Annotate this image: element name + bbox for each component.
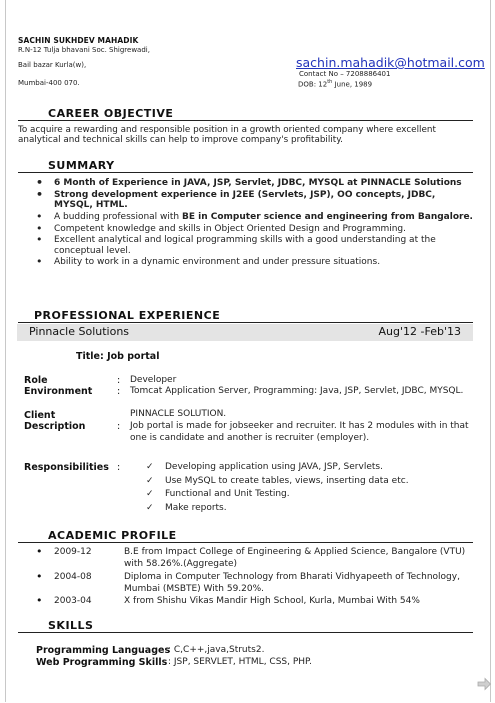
colon: : [117,375,121,386]
environment-label: Environment [24,386,93,397]
arrow-right-icon[interactable] [476,676,492,692]
skill-value: : C,C++,java,Struts2. [168,645,265,655]
skill-label: Web Programming Skills [36,657,168,668]
academic-text: Diploma in Computer Technology from Bharati Vidhyapeeth of Technology, Mumbai (MSBTE) With 59.20%. [124,572,460,594]
check-icon: ✓ [146,503,154,513]
responsibility-item: ✓ Developing application using JAVA, JSP, Servlets. [146,462,383,472]
summary-item: • Strong development experience in J2EE (Servlets, JSP), OO concepts, JDBC, MYSQL, HTML. [36,190,476,210]
summary-item: • Competent knowledge and skills in Object Oriented Design and Programming. [36,224,476,234]
description-label: Description [24,421,86,432]
summary-item: • Ability to work in a dynamic environment and under pressure situations. [36,257,476,267]
bullet-icon: • [36,545,43,558]
company-bar [17,324,473,341]
role-value: Developer [130,375,177,385]
candidate-name: SACHIN SUKHDEV MAHADIK [18,36,139,45]
section-divider [18,542,473,543]
academic-year: 2004-08 [54,572,92,582]
academic-year: 2003-04 [54,596,92,606]
email-link[interactable]: sachin.mahadik@hotmail.com [296,55,485,70]
colon: : [117,386,121,397]
check-icon: ✓ [146,489,154,499]
check-icon: ✓ [146,462,154,472]
responsibility-item: ✓ Functional and Unit Testing. [146,489,290,499]
responsibility-item: ✓ Use MySQL to create tables, views, inserting data etc. [146,476,409,486]
environment-value: Tomcat Application Server, Programming: Java, JSP, Servlet, JDBC, MYSQL. [130,386,464,396]
summary-list [36,178,476,269]
responsibilities-label: Responsibilities [24,462,109,473]
bullet-icon: • [36,570,43,583]
address-line-1: R.N-12 Tulja bhavani Soc. Shigrewadi, [18,46,150,54]
project-title: Title: Job portal [76,351,160,362]
career-objective-heading: CAREER OBJECTIVE [48,107,174,120]
experience-heading: PROFESSIONAL EXPERIENCE [34,309,221,322]
summary-heading: SUMMARY [48,159,115,172]
summary-item [36,212,476,222]
client-label: Client [24,410,56,421]
section-divider [18,120,473,121]
section-divider [18,632,473,633]
skills-heading: SKILLS [48,619,94,632]
colon: : [117,421,121,432]
summary-item-text: A budding professional with BE in Computer science and engineering from Bangalore. [54,211,473,222]
skill-label: Programming Languages [36,645,171,656]
date-of-birth: DOB: 12th June, 1989 [298,79,373,89]
colon: : [117,462,121,473]
company-name: Pinnacle Solutions [29,325,130,338]
academic-year: 2009-12 [54,547,92,557]
academic-text: B.E from Impact College of Engineering & Applied Science, Bangalore (VTU) with 58.26%.(Aggregate) [124,547,466,569]
summary-item-emphasis: BE in Computer science and engineering from Bangalore. [182,211,473,222]
responsibility-item: ✓ Make reports. [146,503,227,513]
client-value: PINNACLE SOLUTION. [130,409,227,419]
skill-value: : JSP, SERVLET, HTML, CSS, PHP. [168,657,312,667]
career-objective-text: To acquire a rewarding and responsible position in a growth oriented company where excellent analytical and technical skills can help to improve company's profitability. [18,125,436,145]
check-icon: ✓ [146,476,154,486]
employment-dates: Aug'12 -Feb'13 [378,325,461,338]
summary-item: • 6 Month of Experience in JAVA, JSP, Servlet, JDBC, MYSQL at PINNACLE Solutions [36,178,476,188]
address-line-3: Mumbai-400 070. [18,79,80,87]
section-divider [18,322,473,323]
section-divider [18,172,473,173]
description-value: Job portal is made for jobseeker and recruiter. It has 2 modules with in that one is candidate and another is recruiter (employer). [130,421,469,443]
role-label: Role [24,375,48,386]
academic-heading: ACADEMIC PROFILE [48,529,177,542]
address-line-2: Bail bazar Kurla(w), [18,61,87,69]
summary-item: • Excellent analytical and logical programming skills with a good understanding at the conceptual level. [36,235,476,255]
contact-number: Contact No – 7208886401 [299,70,391,78]
academic-text: X from Shishu Vikas Mandir High School, Kurla, Mumbai With 54% [124,596,420,606]
bullet-icon: • [36,594,43,607]
